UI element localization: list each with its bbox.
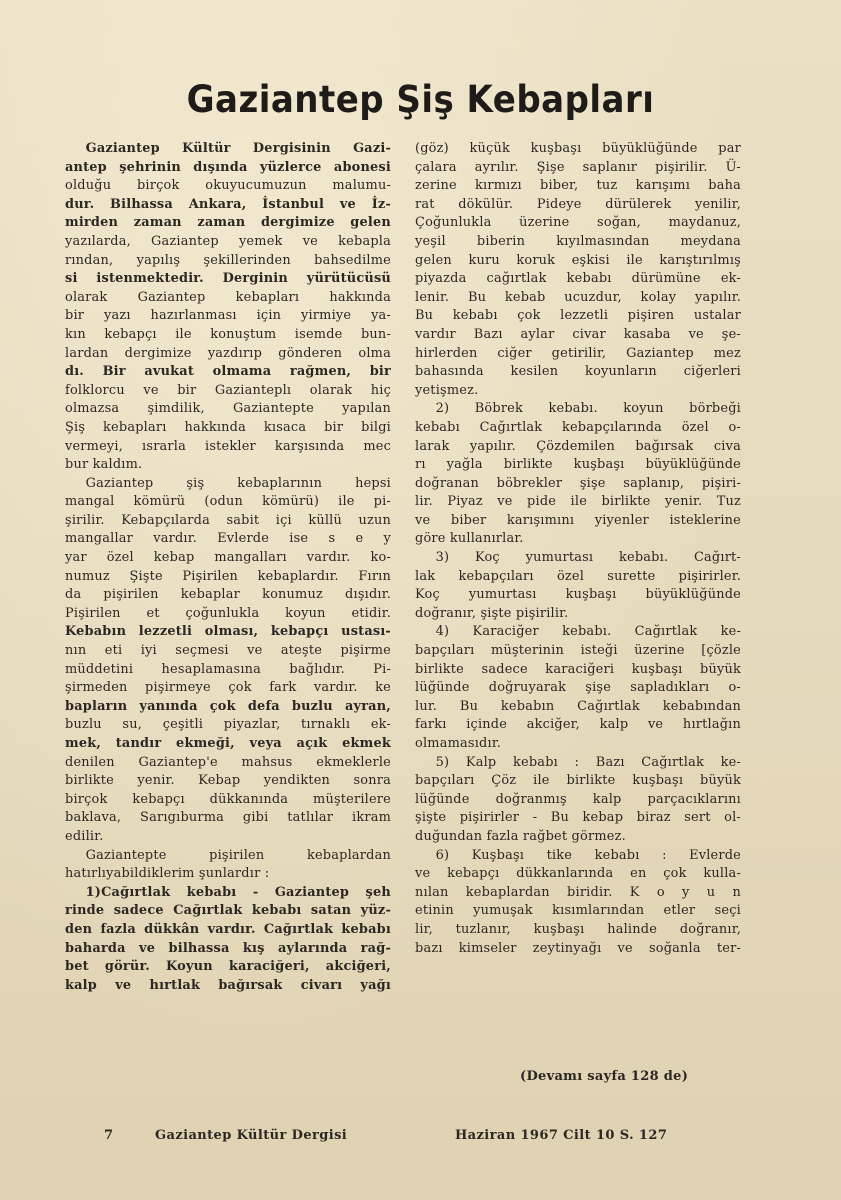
text-line: şirmeden pişirmeye çok fark vardır. ke bbox=[65, 680, 391, 696]
text-line: 5) Kalp kebabı : Bazı Cağırtlak ke- bbox=[435, 754, 741, 770]
left-column bbox=[65, 140, 391, 995]
text-line: Gaziantepte pişirilen kebaplardan bbox=[85, 847, 391, 863]
text-line: numuz Şişte Pişirilen kebaplardır. Fırın bbox=[65, 568, 391, 584]
text-line: da pişirilen kebaplar konumuz dışıdır. bbox=[65, 587, 391, 603]
text-line: rat dökülür. Pideye dürülerek yenilir, bbox=[415, 196, 741, 212]
text-line: olmamasıdır. bbox=[415, 736, 502, 751]
text-line: hirlerden ciğer getirilir, Gaziantep mez bbox=[415, 345, 741, 361]
text-line: larak yapılır. Çözdemilen bağırsak civa bbox=[415, 438, 741, 454]
text-line: Gaziantep şiş kebaplarının hepsi bbox=[85, 475, 391, 491]
text-line: olmazsa şimdilik, Gaziantepte yapılan bbox=[65, 401, 391, 417]
text-line: denilen Gaziantep'e mahsus ekmeklerle bbox=[65, 754, 391, 770]
text-line: olduğu birçok okuyucumuzun malumu- bbox=[65, 178, 391, 194]
text-line: lüğünde doğruyarak şişe sapladıkları o- bbox=[415, 680, 741, 696]
text-line: lak kebapçıları özel surette pişirirler. bbox=[415, 568, 741, 584]
text-line: Koç yumurtası kuşbaşı büyüklüğünde bbox=[415, 587, 741, 603]
text-line: rinde sadece Cağırtlak kebabı satan yüz- bbox=[65, 903, 391, 919]
text-line: kalp ve hırtlak bağırsak civarı yağı bbox=[65, 977, 391, 993]
text-line: mirden zaman zaman dergimize gelen bbox=[65, 215, 391, 231]
article-title: Gaziantep Şiş Kebapları bbox=[186, 78, 655, 121]
text-line: şirilir. Kebapçılarda sabit içi küllü uzun bbox=[65, 512, 391, 528]
text-line: doğranır, şişte pişirilir. bbox=[415, 605, 569, 621]
text-line: baklava, Sarıgıburma gibi tatlılar ikram bbox=[65, 810, 391, 826]
text-line: nılan kebaplardan biridir. K o y u n bbox=[415, 884, 741, 900]
text-line: zerine kırmızı biber, tuz karışımı baha bbox=[415, 178, 741, 194]
text-line: 1)Cağırtlak kebabı - Gaziantep şeh bbox=[85, 884, 391, 900]
text-line: folklorcu ve bir Gazianteplı olarak hiç bbox=[65, 382, 391, 398]
text-line: Şiş kebapları hakkında kısaca bir bilgi bbox=[65, 419, 391, 435]
text-line: rından, yapılış şekillerinden bahsedilme bbox=[65, 252, 391, 268]
text-line: rı yağla birlikte kuşbaşı büyüklüğünde bbox=[415, 457, 741, 473]
text-line: bir yazı hazırlanması için yirmiye ya- bbox=[65, 308, 391, 324]
text-line: Çoğunlukla üzerine soğan, maydanuz, bbox=[415, 215, 741, 231]
text-line: baharda ve bilhassa kış aylarında rağ- bbox=[65, 940, 391, 956]
text-line: bapçıları Çöz ile birlikte kuşbaşı büyük bbox=[415, 773, 741, 789]
text-line: müddetini hesaplamasına bağlıdır. Pi- bbox=[65, 661, 391, 677]
text-line: bet görür. Koyun karaciğeri, akciğeri, bbox=[65, 959, 391, 975]
text-line: mangal kömürü (odun kömürü) ile pi- bbox=[65, 494, 391, 510]
text-line: şişte pişirirler - Bu kebap biraz sert ol- bbox=[415, 810, 741, 826]
text-line: buzlu su, çeşitli piyazlar, tırnaklı ek- bbox=[65, 717, 391, 733]
text-line: den fazla dükkân vardır. Cağırtlak kebabı bbox=[65, 921, 391, 937]
text-line: birlikte sadece karaciğeri kuşbaşı büyük bbox=[415, 661, 741, 677]
text-line: nın eti iyi seçmesi ve ateşte pişirme bbox=[65, 643, 391, 659]
text-line: 6) Kuşbaşı tike kebabı : Evlerde bbox=[435, 847, 741, 863]
text-line: yetişmez. bbox=[415, 382, 479, 398]
page-number: 7 bbox=[104, 1128, 114, 1143]
text-line: Gaziantep Kültür Dergisinin Gazi- bbox=[85, 141, 391, 156]
text-line: 3) Koç yumurtası kebabı. Cağırt- bbox=[435, 550, 741, 566]
text-line: yar özel kebap mangalları vardır. ko- bbox=[65, 550, 391, 566]
text-line: göre kullanırlar. bbox=[415, 531, 524, 547]
text-line: Kebabın lezzetli olması, kebapçı ustası- bbox=[65, 624, 391, 640]
page-footer bbox=[0, 1128, 841, 1148]
text-line: vardır Bazı aylar civar kasaba ve şe- bbox=[415, 326, 741, 342]
text-line: birçok kebapçı dükkanında müşterilere bbox=[65, 791, 391, 807]
text-line: duğundan fazla rağbet görmez. bbox=[415, 828, 626, 844]
text-line: si istenmektedir. Derginin yürütücüsü bbox=[65, 271, 391, 287]
text-line: piyazda cağırtlak kebabı dürümüne ek- bbox=[415, 271, 741, 287]
text-line: dur. Bilhassa Ankara, İstanbul ve İz- bbox=[65, 196, 391, 212]
text-line: lir. Piyaz ve pide ile birlikte yenir. Tuz bbox=[415, 494, 741, 510]
magazine-name: Gaziantep Kültür Dergisi bbox=[155, 1128, 348, 1143]
text-line: ve kebapçı dükkanlarında en çok kulla- bbox=[415, 866, 741, 882]
text-line: etinin yumuşak kısımlarından etler seçi bbox=[415, 903, 741, 919]
text-line: edilir. bbox=[65, 828, 104, 844]
text-line: ve biber karışımını yiyenler isteklerine bbox=[415, 512, 741, 528]
text-line: bahasında kesilen koyunların ciğerleri bbox=[415, 364, 741, 380]
text-line: birlikte yenir. Kebap yendikten sonra bbox=[65, 773, 391, 789]
text-line: yazılarda, Gaziantep yemek ve kebapla bbox=[65, 233, 391, 249]
text-line: lüğünde doğranmış kalp parçacıklarını bbox=[415, 791, 741, 807]
text-line: lardan dergimize yazdırıp gönderen olma bbox=[65, 345, 391, 361]
text-line: Bu kebabı çok lezzetli pişiren ustalar bbox=[415, 308, 741, 324]
text-line: lir, tuzlanır, kuşbaşı halinde doğranır, bbox=[415, 921, 741, 937]
text-line: gelen kuru koruk eşkisi ile karıştırılmış bbox=[415, 252, 741, 268]
right-column bbox=[415, 140, 741, 958]
text-line: çalara ayrılır. Şişe saplanır pişirilir. Ü- bbox=[415, 159, 741, 175]
text-line: mek, tandır ekmeği, veya açık ekmek bbox=[65, 736, 391, 751]
text-line: olarak Gaziantep kebapları hakkında bbox=[65, 289, 391, 305]
text-line: vermeyi, ısrarla istekler karşısında mec bbox=[65, 438, 391, 454]
text-line: Pişirilen et çoğunlukla koyun etidir. bbox=[65, 605, 391, 621]
text-line: dı. Bir avukat olmama rağmen, bir bbox=[65, 364, 391, 380]
text-line: bur kaldım. bbox=[65, 457, 143, 473]
text-line: bapların yanında çok defa buzlu ayran, bbox=[65, 698, 391, 714]
issue-info: Haziran 1967 Cilt 10 S. 127 bbox=[455, 1128, 668, 1143]
text-line: antep şehrinin dışında yüzlerce abonesi bbox=[65, 159, 391, 175]
text-line: doğranan böbrekler şişe saplanıp, pişiri- bbox=[415, 475, 741, 491]
text-line: 2) Böbrek kebabı. koyun börbeği bbox=[435, 401, 741, 417]
text-line: bapçıları müşterinin isteği üzerine [çözle bbox=[415, 643, 741, 659]
text-line: (göz) küçük kuşbaşı büyüklüğünde par bbox=[415, 141, 741, 156]
text-line: 4) Karaciğer kebabı. Cağırtlak ke- bbox=[435, 624, 741, 640]
continuation-note: (Devamı sayfa 128 de) bbox=[520, 1069, 689, 1084]
text-line: lenir. Bu kebab ucuzdur, kolay yapılır. bbox=[415, 289, 741, 305]
text-line: hatırlıyabildiklerim şunlardır : bbox=[65, 866, 270, 882]
text-line: kın kebapçı ile konuştum isemde bun- bbox=[65, 326, 391, 342]
text-line: kebabı Cağırtlak kebapçılarında özel o- bbox=[415, 419, 741, 435]
text-line: farkı içinde akciğer, kalp ve hırtlağın bbox=[415, 717, 741, 733]
text-line: mangallar vardır. Evlerde ise s e y bbox=[65, 531, 391, 547]
text-line: bazı kimseler zeytinyağı ve soğanla ter- bbox=[415, 940, 741, 956]
text-line: yeşil biberin kıyılmasından meydana bbox=[415, 233, 741, 249]
text-line: lur. Bu kebabın Cağırtlak kebabından bbox=[415, 698, 741, 714]
